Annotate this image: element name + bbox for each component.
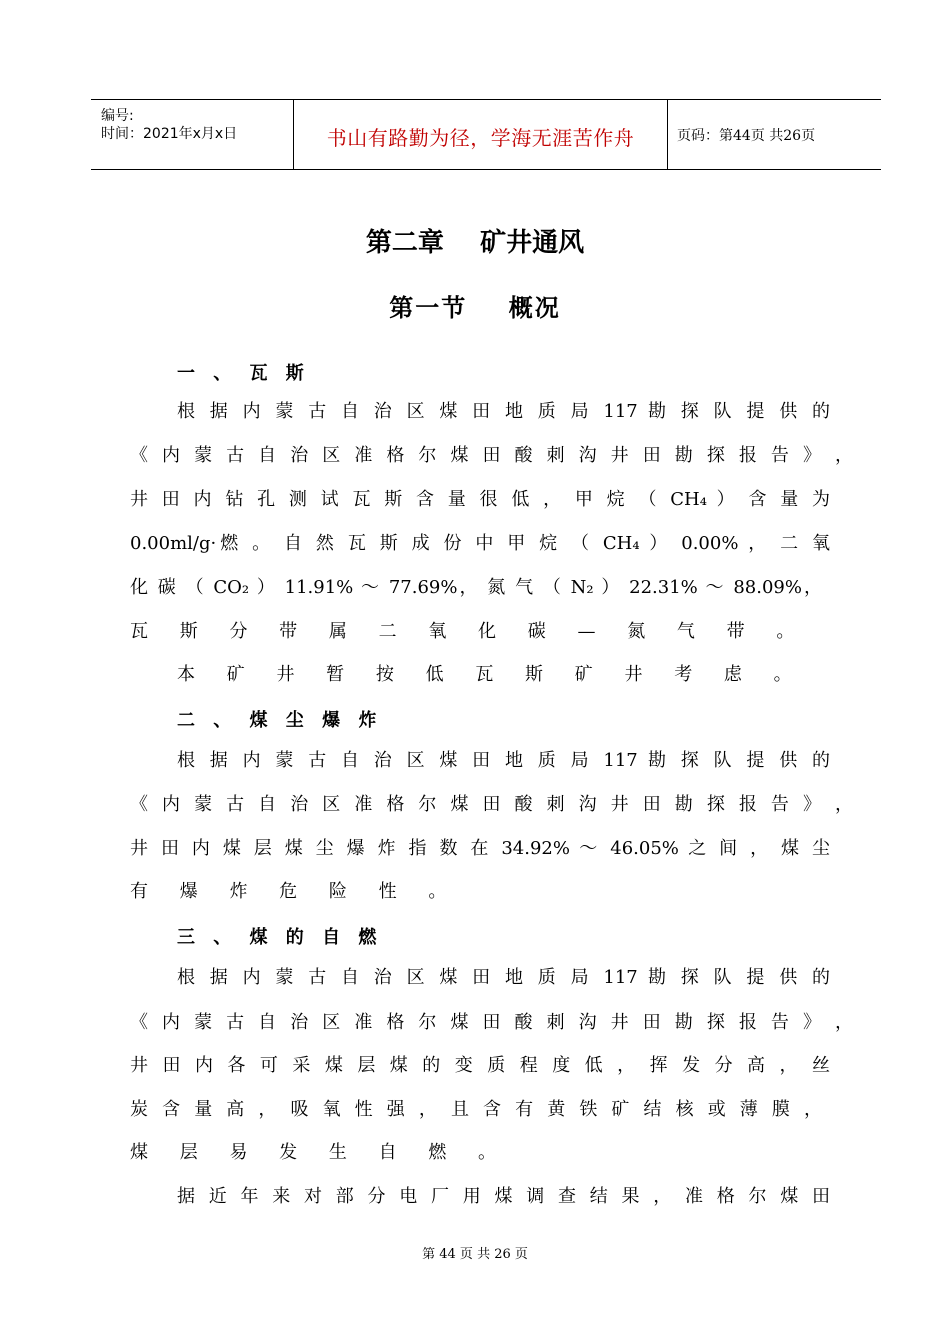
paragraph-line: 化 碳 （ CO₂ ） 11.91% ～ 77.69%， 氮 气 （ N₂ ） 22.31% ～ 88.09%，	[130, 577, 822, 598]
number-label: 编号:	[101, 108, 134, 124]
paragraph-line: 0.00ml/g·燃 。 自 然 瓦 斯 成 份 中 甲 烷 （ CH₄ ） 0.00% ， 二 氧	[130, 533, 830, 554]
page-code: 页码：第44页 共26页	[677, 128, 816, 144]
paragraph-line: 瓦 斯 分 带 属 二 氧 化 碳 — 氮 气 带 。	[130, 621, 808, 642]
paragraph-line: 《 内 蒙 古 自 治 区 准 格 尔 煤 田 酸 刺 沟 井 田 勘 探 报 告 》 ，	[130, 794, 853, 815]
paragraph-line: 根 据 内 蒙 古 自 治 区 煤 田 地 质 局 117 勘 探 队 提 供 的	[177, 401, 830, 422]
paragraph-line: 炭 含 量 高 ， 吸 氧 性 强 ， 且 含 有 黄 铁 矿 结 核 或 薄 膜 ，	[130, 1099, 822, 1120]
paragraph-line: 井 田 内 各 可 采 煤 层 煤 的 变 质 程 度 低 ， 挥 发 分 高 ， 丝	[130, 1055, 830, 1076]
header-left-cell	[91, 100, 293, 169]
page-footer: 第 44 页 共 26 页	[422, 1247, 528, 1262]
motto-text: 书山有路勤为径，学海无涯苦作舟	[326, 126, 635, 150]
paragraph-line: 《 内 蒙 古 自 治 区 准 格 尔 煤 田 酸 刺 沟 井 田 勘 探 报 告 》 ，	[130, 445, 853, 466]
paragraph-line: 《 内 蒙 古 自 治 区 准 格 尔 煤 田 酸 刺 沟 井 田 勘 探 报 告 》 ，	[130, 1012, 853, 1033]
paragraph-line: 煤 层 易 发 生 自 燃 。	[130, 1142, 510, 1163]
paragraph-line: 井 田 内 煤 层 煤 尘 爆 炸 指 数 在 34.92% ～ 46.05% 之 间 ， 煤 尘	[130, 838, 830, 859]
paragraph-line: 根 据 内 蒙 古 自 治 区 煤 田 地 质 局 117 勘 探 队 提 供 的	[177, 967, 830, 988]
header-motto-cell	[293, 100, 668, 169]
paragraph-line: 井 田 内 钻 孔 测 试 瓦 斯 含 量 很 低 ， 甲 烷 （ CH₄ ） 含 量 为	[130, 489, 830, 510]
paragraph-line: 根 据 内 蒙 古 自 治 区 煤 田 地 质 局 117 勘 探 队 提 供 的	[177, 750, 830, 771]
subsection-spontaneous-heading: 三 、 煤 的 自 燃	[177, 927, 383, 948]
chapter-title: 第二章 矿井通风	[365, 228, 585, 258]
paragraph-line: 本 矿 井 暂 按 低 瓦 斯 矿 井 考 虑 。	[177, 664, 805, 685]
subsection-dust-heading: 二 、 煤 尘 爆 炸	[177, 710, 383, 731]
document-header	[91, 99, 881, 170]
time-label: 时间：2021年x月x日	[101, 126, 238, 142]
subsection-gas-heading: 一 、 瓦 斯	[177, 363, 310, 384]
section-title: 第一节 概况	[389, 294, 561, 322]
header-page-cell	[667, 100, 881, 169]
paragraph-line: 有 爆 炸 危 险 性 。	[130, 881, 460, 902]
paragraph-line: 据 近 年 来 对 部 分 电 厂 用 煤 调 查 结 果 ， 准 格 尔 煤 田	[177, 1186, 830, 1207]
